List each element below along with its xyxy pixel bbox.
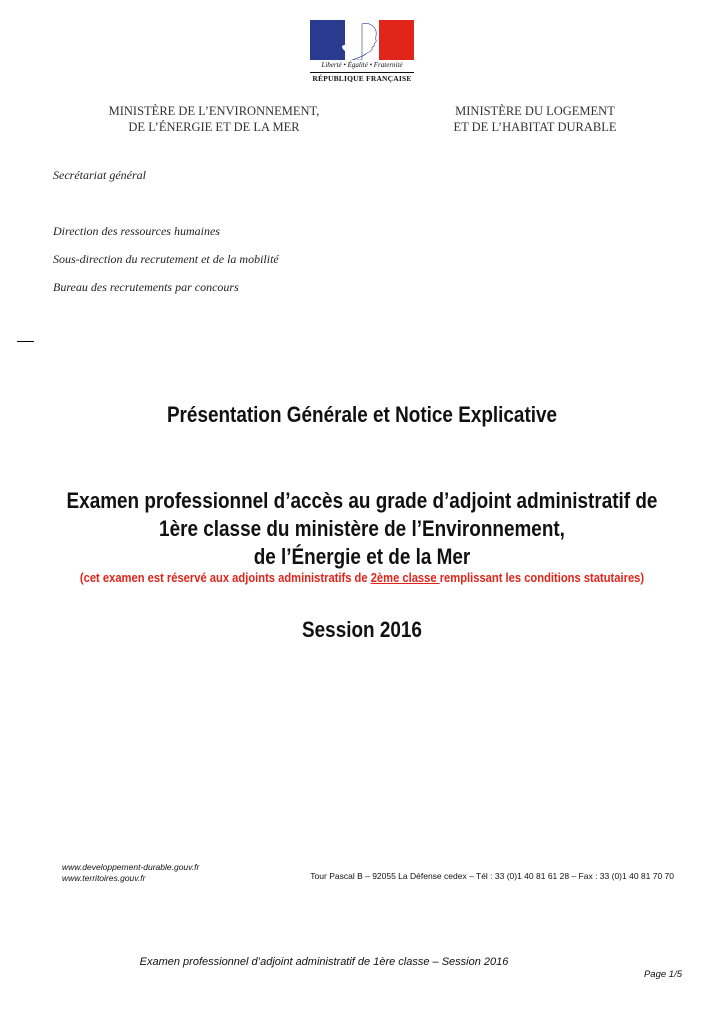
direction-rh: Direction des ressources humaines — [53, 224, 220, 238]
session-title: Session 2016 — [302, 617, 422, 642]
ministry-environment-line-1: MINISTÈRE DE L’ENVIRONNEMENT, — [108, 104, 320, 118]
running-footer-title: Examen professionnel d’adjoint administratif de 1ère classe – Session 2016 — [139, 956, 509, 968]
document-title: Présentation Générale et Notice Explicative — [166, 402, 558, 427]
website-link-territoires[interactable]: www.territoires.gouv.fr — [62, 873, 146, 883]
contact-address: Tour Pascal B – 92055 La Défense cedex – Tél : 33 (0)1 40 81 61 28 – Fax : 33 (0)1 40 81 70 70 — [310, 871, 674, 881]
logo-motto: Liberté • Égalité • Fraternité — [321, 61, 403, 69]
ministry-housing — [410, 103, 660, 135]
republique-francaise-logo — [310, 20, 414, 86]
note-before: (cet examen est réservé aux adjoints administratifs de — [79, 570, 371, 585]
marianne-profile-icon — [332, 20, 392, 60]
bureau-recrutements: Bureau des recrutements par concours — [53, 280, 239, 294]
logo-republic-label: RÉPUBLIQUE FRANÇAISE — [310, 72, 414, 83]
website-link-developpement-durable[interactable]: www.developpement-durable.gouv.fr — [62, 862, 200, 872]
ministry-housing-line-1: MINISTÈRE DU LOGEMENT — [455, 104, 615, 118]
secretariat-general: Secrétariat général — [53, 168, 146, 182]
exam-title-line-1: Examen professionnel d’accès au grade d’adjoint administratif de — [66, 488, 658, 513]
separator-dash — [17, 341, 34, 342]
note-after: remplissant les conditions statutaires) — [439, 570, 645, 585]
page-number: Page 1/5 — [643, 969, 682, 980]
exam-title-line-2: 1ère classe du ministère de l’Environnement, — [159, 516, 565, 541]
exam-title-line-3: de l’Énergie et de la Mer — [253, 544, 471, 569]
ministry-housing-line-2: ET DE L’HABITAT DURABLE — [453, 120, 617, 134]
ministry-environment-line-2: DE L’ÉNERGIE ET DE LA MER — [128, 120, 300, 134]
ministry-environment — [74, 103, 354, 135]
tricolor-flag — [310, 20, 414, 60]
note-underlined: 2ème classe — [370, 570, 440, 585]
eligibility-note — [51, 570, 674, 585]
sous-direction: Sous-direction du recrutement et de la mobilité — [53, 252, 279, 266]
